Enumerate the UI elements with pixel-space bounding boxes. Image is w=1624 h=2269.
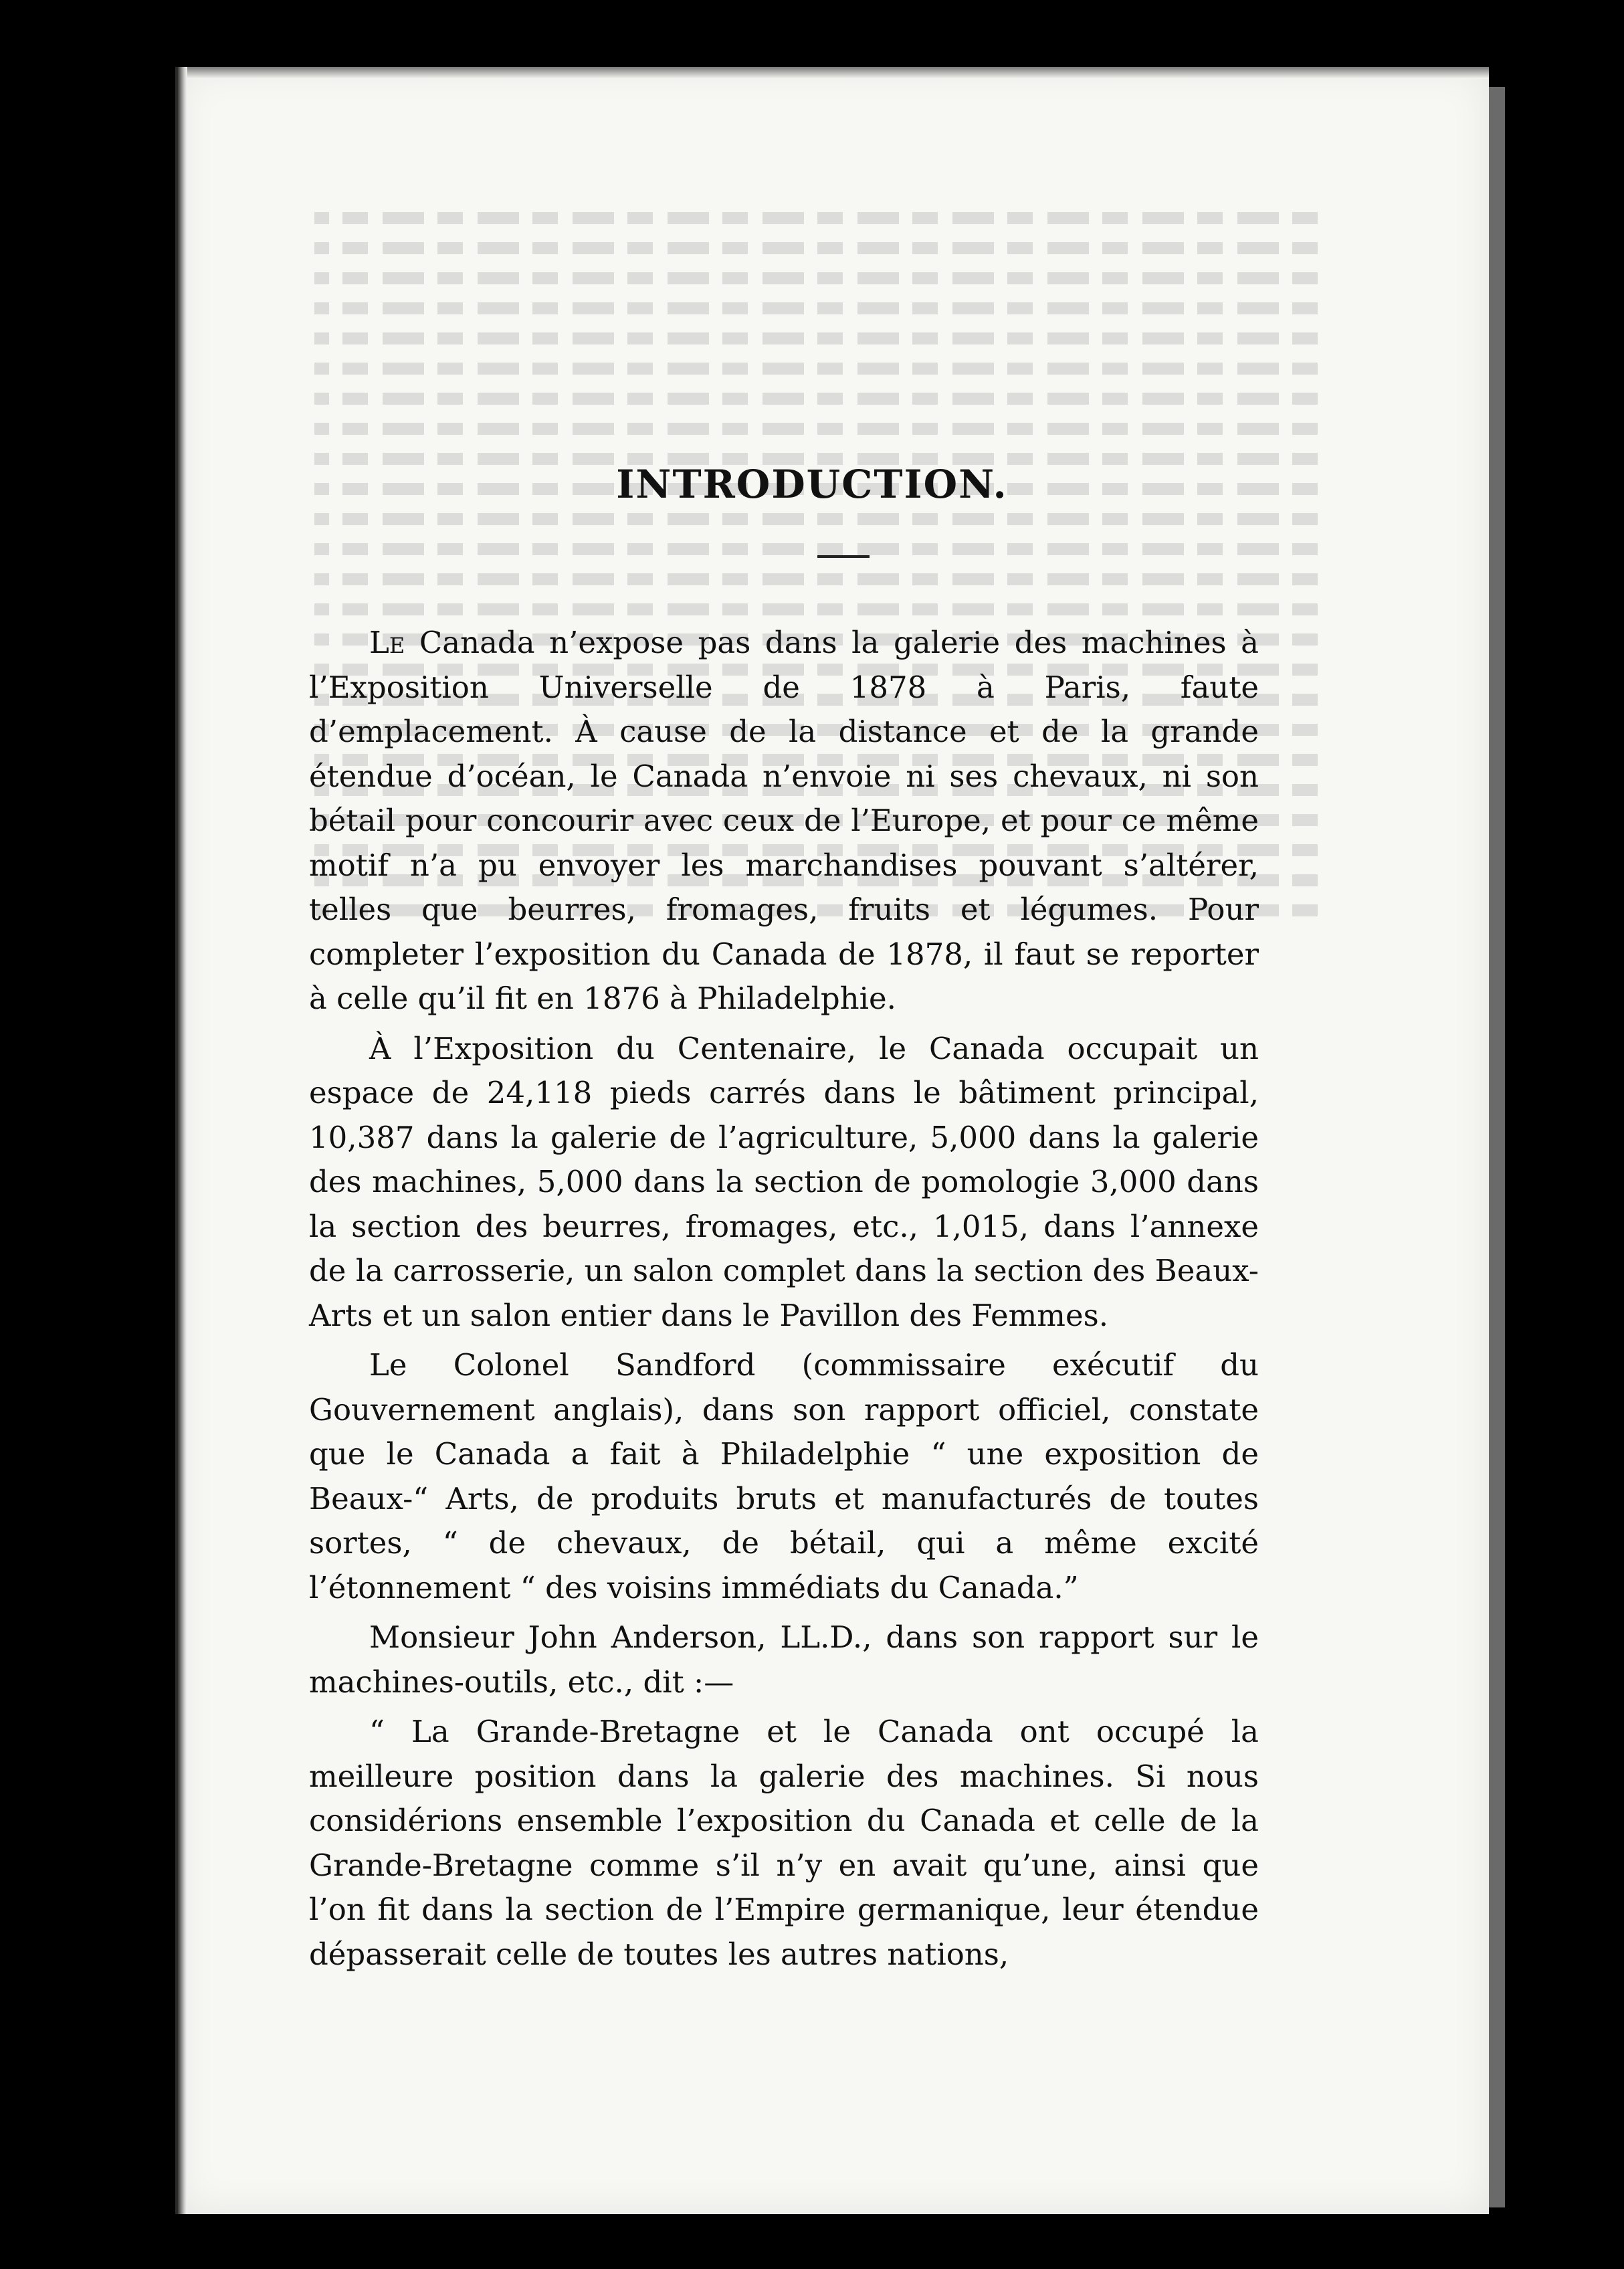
paragraph-1-text: Canada n’expose pas dans la galerie des machines à l’Exposition Universelle de 1878 à Paris, faute d’emplacement. À cause de la distance et de la grande étendue d’océan, le Canada n’envoie ni ses chevaux, ni son bétail pour concourir avec ceux de l’Europe, et pour ce même motif n’a pu envoyer les marchandises pouvant s’altérer, telles que beurres, fromages, fruits et légumes. Pour completer l’exposition du Canada de 1878, il faut se reporter à celle qu’il fit en 1876 à Philadelphie. bbox=[309, 625, 1259, 1016]
paragraph-3: Le Colonel Sandford (commissaire exécutif du Gouvernement anglais), dans son rapport officiel, constate que le Canada a fait à Philadelphie “ une exposition de Beaux-“ Arts, de produits bruts et manufacturés de toutes sortes, “ de chevaux, de bétail, qui a même excité l’étonnement “ des voisins immédiats du Canada.” bbox=[309, 1347, 1259, 1605]
body-text bbox=[309, 621, 1259, 1977]
paragraph-2: À l’Exposition du Centenaire, le Canada occupait un espace de 24,118 pieds carrés dans le bâtiment principal, 10,387 dans la galerie de l’agriculture, 5,000 dans la galerie des machines, 5,000 dans la section de pomologie 3,000 dans la section des beurres, fromages, etc., 1,015, dans l’annexe de la carrosserie, un salon complet dans la section des Beaux-Arts et un salon entier dans le Pavillon des Femmes. bbox=[309, 1030, 1259, 1333]
heading-rule bbox=[817, 555, 870, 558]
paragraph-4: Monsieur John Anderson, LL.D., dans son rapport sur le machines-outils, etc., dit :— bbox=[309, 1619, 1259, 1700]
paragraph-1 bbox=[309, 621, 1259, 1021]
chapter-heading: INTRODUCTION. bbox=[616, 462, 1008, 507]
paragraph-1-lead: Le bbox=[369, 625, 405, 660]
binding-fold bbox=[178, 67, 187, 2214]
paragraph-5: “ La Grande-Bretagne et le Canada ont occupé la meilleure position dans la galerie des machines. Si nous considérions ensemble l’exposition du Canada et celle de la Grande-Bretagne comme s’il n’y en avait qu’une, ainsi que l’on fit dans la section de l’Empire germanique, leur étendue dépasserait celle de toutes les autres nations, bbox=[309, 1714, 1259, 1972]
page-right-edge bbox=[1489, 87, 1505, 2207]
page-top-edge bbox=[178, 67, 1489, 79]
